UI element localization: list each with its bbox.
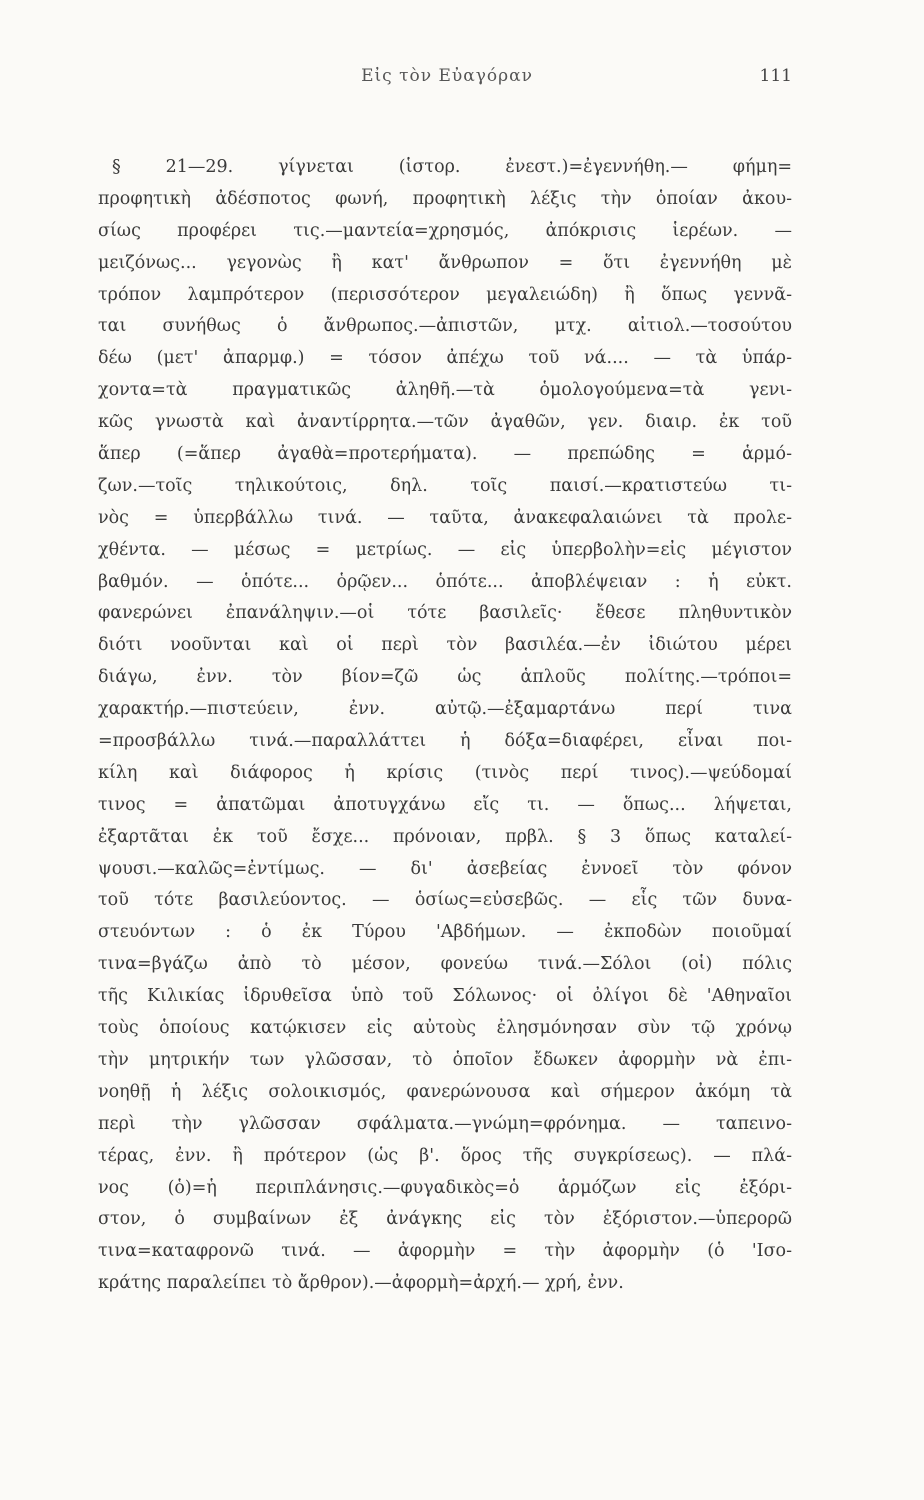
text-line: τινα=καταφρονῶ τινά. — ἀφορμὴν = τὴν ἀφορμὴν (ὁ 'Ισο- [98, 1241, 792, 1262]
text-line: χαρακτήρ.—πιστεύειν, ἐνν. αὐτῷ.—ἐξαμαρτάνω περί τινα [98, 699, 792, 720]
text-line: τινα=βγάζω ἀπὸ τὸ μέσον, φονεύω τινά.—Σόλοι (οἱ) πόλις [98, 954, 792, 975]
text-line: τινος = ἀπατῶμαι ἀποτυγχάνω εἴς τι. — ὅπως... λήψεται, [98, 794, 792, 815]
text-line: βαθμόν. — ὁπότε... ὁρῷεν... ὁπότε... ἀποβλέψειαν : ἡ εὐκτ. [98, 571, 792, 592]
text-line: νοηθῇ ἡ λέξις σολοικισμός, φανερώνουσα καὶ σήμερον ἀκόμη τὰ [98, 1081, 792, 1102]
text-line: διότι νοοῦνται καὶ οἱ περὶ τὸν βασιλέα.—ἐν ἰδιώτου μέρει [98, 635, 792, 656]
text-line: κράτης παραλείπει τὸ ἄρθρον).—ἀφορμὴ=ἀρχή.— χρή, ἐνν. [98, 1273, 624, 1294]
text-line: περὶ τὴν γλῶσσαν σφάλματα.—γνώμη=φρόνημα. — ταπεινο- [98, 1113, 792, 1134]
text-line: τῆς Κιλικίας ἱδρυθεῖσα ὑπὸ τοῦ Σόλωνος· οἱ ὀλίγοι δὲ 'Αθηναῖοι [98, 986, 792, 1007]
page-number: 111 [759, 66, 792, 86]
text-line: χθέντα. — μέσως = μετρίως. — εἰς ὑπερβολὴν=εἰς μέγιστον [98, 539, 792, 560]
text-line: διάγω, ἐνν. τὸν βίον=ζῶ ὡς ἁπλοῦς πολίτης.—τρόποι= [98, 667, 792, 688]
text-line: ψουσι.—καλῶς=ἐντίμως. — δι' ἀσεβείας ἐννοεῖ τὸν φόνον [98, 858, 792, 879]
text-line: κίλη καὶ διάφορος ἡ κρίσις (τινὸς περί τινος).—ψεύδομαί [98, 762, 792, 783]
text-line: στον, ὁ συμβαίνων ἐξ ἀνάγκης εἰς τὸν ἐξόριστον.—ὑπερορῶ [98, 1209, 792, 1230]
text-line: τέρας, ἐνν. ἢ πρότερον (ὡς β'. ὅρος τῆς συγκρίσεως). — πλά- [98, 1145, 792, 1166]
text-line: ται συνήθως ὁ ἄνθρωπος.—ἀπιστῶν, μτχ. αἰτιολ.—τοσούτου [98, 316, 792, 337]
running-title: Εἰς τὸν Εὐαγόραν [361, 66, 533, 86]
text-line: κῶς γνωστὰ καὶ ἀναντίρρητα.—τῶν ἀγαθῶν, γεν. διαιρ. ἐκ τοῦ [98, 412, 792, 433]
text-line: σίως προφέρει τις.—μαντεία=χρησμός, ἀπόκρισις ἱερέων. — [98, 220, 792, 241]
text-line: τοὺς ὁποίους κατῴκισεν εἰς αὐτοὺς ἐλησμόνησαν σὺν τῷ χρόνῳ [98, 1018, 792, 1039]
text-line: φανερώνει ἐπανάληψιν.—οἱ τότε βασιλεῖς· ἔθεσε πληθυντικὸν [98, 603, 792, 624]
text-line: τὴν μητρικήν των γλῶσσαν, τὸ ὁποῖον ἔδωκεν ἀφορμὴν νὰ ἐπι- [98, 1049, 792, 1070]
text-line: χοντα=τὰ πραγματικῶς ἀληθῆ.—τὰ ὁμολογούμενα=τὰ γενι- [98, 380, 792, 401]
text-line: στευόντων : ὁ ἐκ Τύρου 'Αβδήμων. — ἐκποδὼν ποιοῦμαί [98, 922, 792, 943]
text-line: ζων.—τοῖς τηλικούτοις, δηλ. τοῖς παισί.—κρατιστεύω τι- [98, 475, 792, 496]
text-line: μειζόνως... γεγονὼς ἢ κατ' ἄνθρωπον = ὅτι ἐγεννήθη μὲ [98, 252, 792, 273]
text-line: τοῦ τότε βασιλεύοντος. — ὁσίως=εὐσεβῶς. — εἷς τῶν δυνα- [98, 890, 792, 911]
commentary-body [98, 152, 792, 1300]
text-line: ἅπερ (=ἅπερ ἀγαθὰ=προτερήματα). — πρεπώδης = ἁρμό- [98, 444, 792, 465]
page-header [102, 66, 792, 92]
text-line: ἐξαρτᾶται ἐκ τοῦ ἔσχε... πρόνοιαν, πρβλ. § 3 ὅπως καταλεί- [98, 826, 792, 847]
text-line: =προσβάλλω τινά.—παραλλάττει ἡ δόξα=διαφέρει, εἶναι ποι- [98, 731, 792, 752]
text-line: τρόπον λαμπρότερον (περισσότερον μεγαλειώδη) ἢ ὅπως γεννᾶ- [98, 284, 792, 305]
text-line: δέω (μετ' ἀπαρμφ.) = τόσον ἀπέχω τοῦ νά.... — τὰ ὑπάρ- [98, 348, 792, 369]
text-line: προφητικὴ ἀδέσποτος φωνή, προφητικὴ λέξις τὴν ὁποίαν ἀκου- [98, 188, 792, 209]
text-line: § 21—29. γίγνεται (ἱστορ. ἐνεστ.)=ἐγεννήθη.— φήμη= [112, 157, 792, 177]
text-line: νὸς = ὑπερβάλλω τινά. — ταῦτα, ἀνακεφαλαιώνει τὰ προλε- [98, 507, 792, 528]
text-line: νος (ὁ)=ἡ περιπλάνησις.—φυγαδικὸς=ὁ ἁρμόζων εἰς ἐξόρι- [98, 1177, 792, 1198]
